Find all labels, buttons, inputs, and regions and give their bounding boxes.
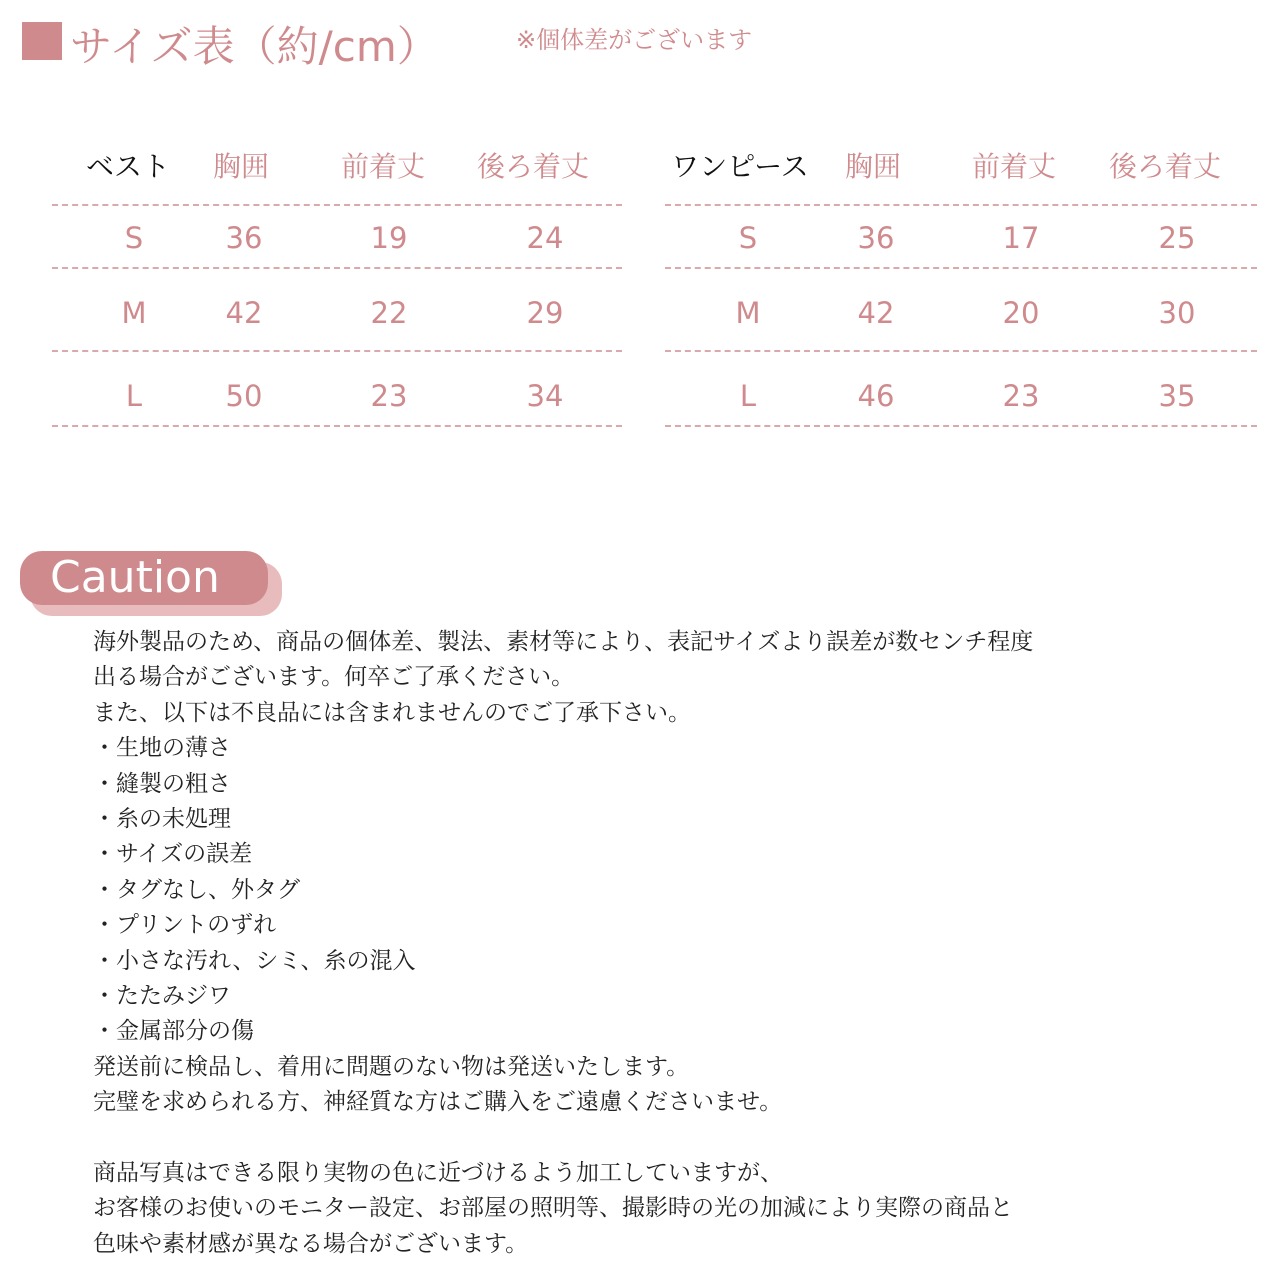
table-name: ワンピース bbox=[671, 150, 809, 183]
dashed-divider bbox=[52, 267, 622, 269]
size-value: 36 bbox=[857, 221, 895, 255]
column-header: 胸囲 bbox=[212, 150, 270, 183]
column-header: 胸囲 bbox=[844, 150, 902, 183]
caution-line: ・サイズの誤差 bbox=[93, 841, 253, 868]
caution-line: また、以下は不良品には含まれませんのでご了承下さい。 bbox=[93, 699, 691, 726]
caution-line: 商品写真はできる限り実物の色に近づけるよう加工していますが、 bbox=[93, 1159, 783, 1186]
size-value: 17 bbox=[1002, 221, 1040, 255]
size-value: 36 bbox=[225, 221, 263, 255]
column-header: 前着丈 bbox=[971, 150, 1057, 183]
variance-note: ※個体差がございます bbox=[516, 26, 753, 54]
size-value: 22 bbox=[370, 296, 408, 330]
size-value: 24 bbox=[526, 221, 564, 255]
size-label: S bbox=[124, 221, 144, 255]
caution-line: 海外製品のため、商品の個体差、製法、素材等により、表記サイズより誤差が数センチ程度 bbox=[93, 629, 1034, 655]
size-label: M bbox=[735, 296, 761, 330]
caution-line: ・生地の薄さ bbox=[93, 735, 231, 762]
size-value: 29 bbox=[526, 296, 564, 330]
caution-badge: Caution bbox=[20, 551, 268, 605]
size-value: 42 bbox=[857, 296, 895, 330]
table-name: ベスト bbox=[85, 150, 171, 183]
column-header: 前着丈 bbox=[340, 150, 426, 183]
caution-line bbox=[93, 1120, 1033, 1155]
title-square-icon bbox=[22, 22, 62, 60]
caution-line: ・金属部分の傷 bbox=[93, 1018, 254, 1045]
size-value: 20 bbox=[1002, 296, 1040, 330]
size-value: 19 bbox=[370, 221, 408, 255]
size-value: 25 bbox=[1158, 221, 1196, 255]
size-label: L bbox=[739, 379, 757, 413]
caution-line: 完璧を求められる方、神経質な方はご購入をご遠慮くださいませ。 bbox=[93, 1089, 783, 1116]
size-label: L bbox=[125, 379, 143, 413]
caution-line: ・糸の未処理 bbox=[93, 805, 231, 832]
size-value: 35 bbox=[1158, 379, 1196, 413]
caution-line: ・プリントのずれ bbox=[93, 912, 277, 939]
size-value: 46 bbox=[857, 379, 895, 413]
caution-line: お客様のお使いのモニター設定、お部屋の照明等、撮影時の光の加減により実際の商品と bbox=[93, 1195, 1013, 1222]
dashed-divider bbox=[52, 204, 622, 206]
caution-line: ・タグなし、外タグ bbox=[93, 876, 300, 903]
size-value: 30 bbox=[1158, 296, 1196, 330]
caution-line: 発送前に検品し、着用に問題のない物は発送いたします。 bbox=[93, 1053, 690, 1080]
dashed-divider bbox=[665, 425, 1257, 427]
column-header: 後ろ着丈 bbox=[476, 150, 590, 183]
dashed-divider bbox=[665, 350, 1257, 352]
size-value: 34 bbox=[526, 379, 564, 413]
size-value: 23 bbox=[370, 379, 408, 413]
size-label: M bbox=[121, 296, 147, 330]
dashed-divider bbox=[52, 350, 622, 352]
caution-line: ・小さな汚れ、シミ、糸の混入 bbox=[93, 947, 416, 974]
size-value: 50 bbox=[225, 379, 263, 413]
caution-line: 出る場合がございます。何卒ご了承ください。 bbox=[93, 664, 575, 691]
size-label: S bbox=[738, 221, 758, 255]
dashed-divider bbox=[52, 425, 622, 427]
column-header: 後ろ着丈 bbox=[1108, 150, 1222, 183]
caution-line: ・縫製の粗さ bbox=[93, 770, 231, 797]
caution-line: 色味や素材感が異なる場合がございます。 bbox=[93, 1230, 529, 1257]
page-title: サイズ表（約/cm） bbox=[70, 22, 439, 71]
dashed-divider bbox=[665, 267, 1257, 269]
caution-line: ・たたみジワ bbox=[93, 982, 231, 1009]
caution-text bbox=[93, 625, 1033, 1262]
size-value: 23 bbox=[1002, 379, 1040, 413]
dashed-divider bbox=[665, 204, 1257, 206]
size-value: 42 bbox=[225, 296, 263, 330]
